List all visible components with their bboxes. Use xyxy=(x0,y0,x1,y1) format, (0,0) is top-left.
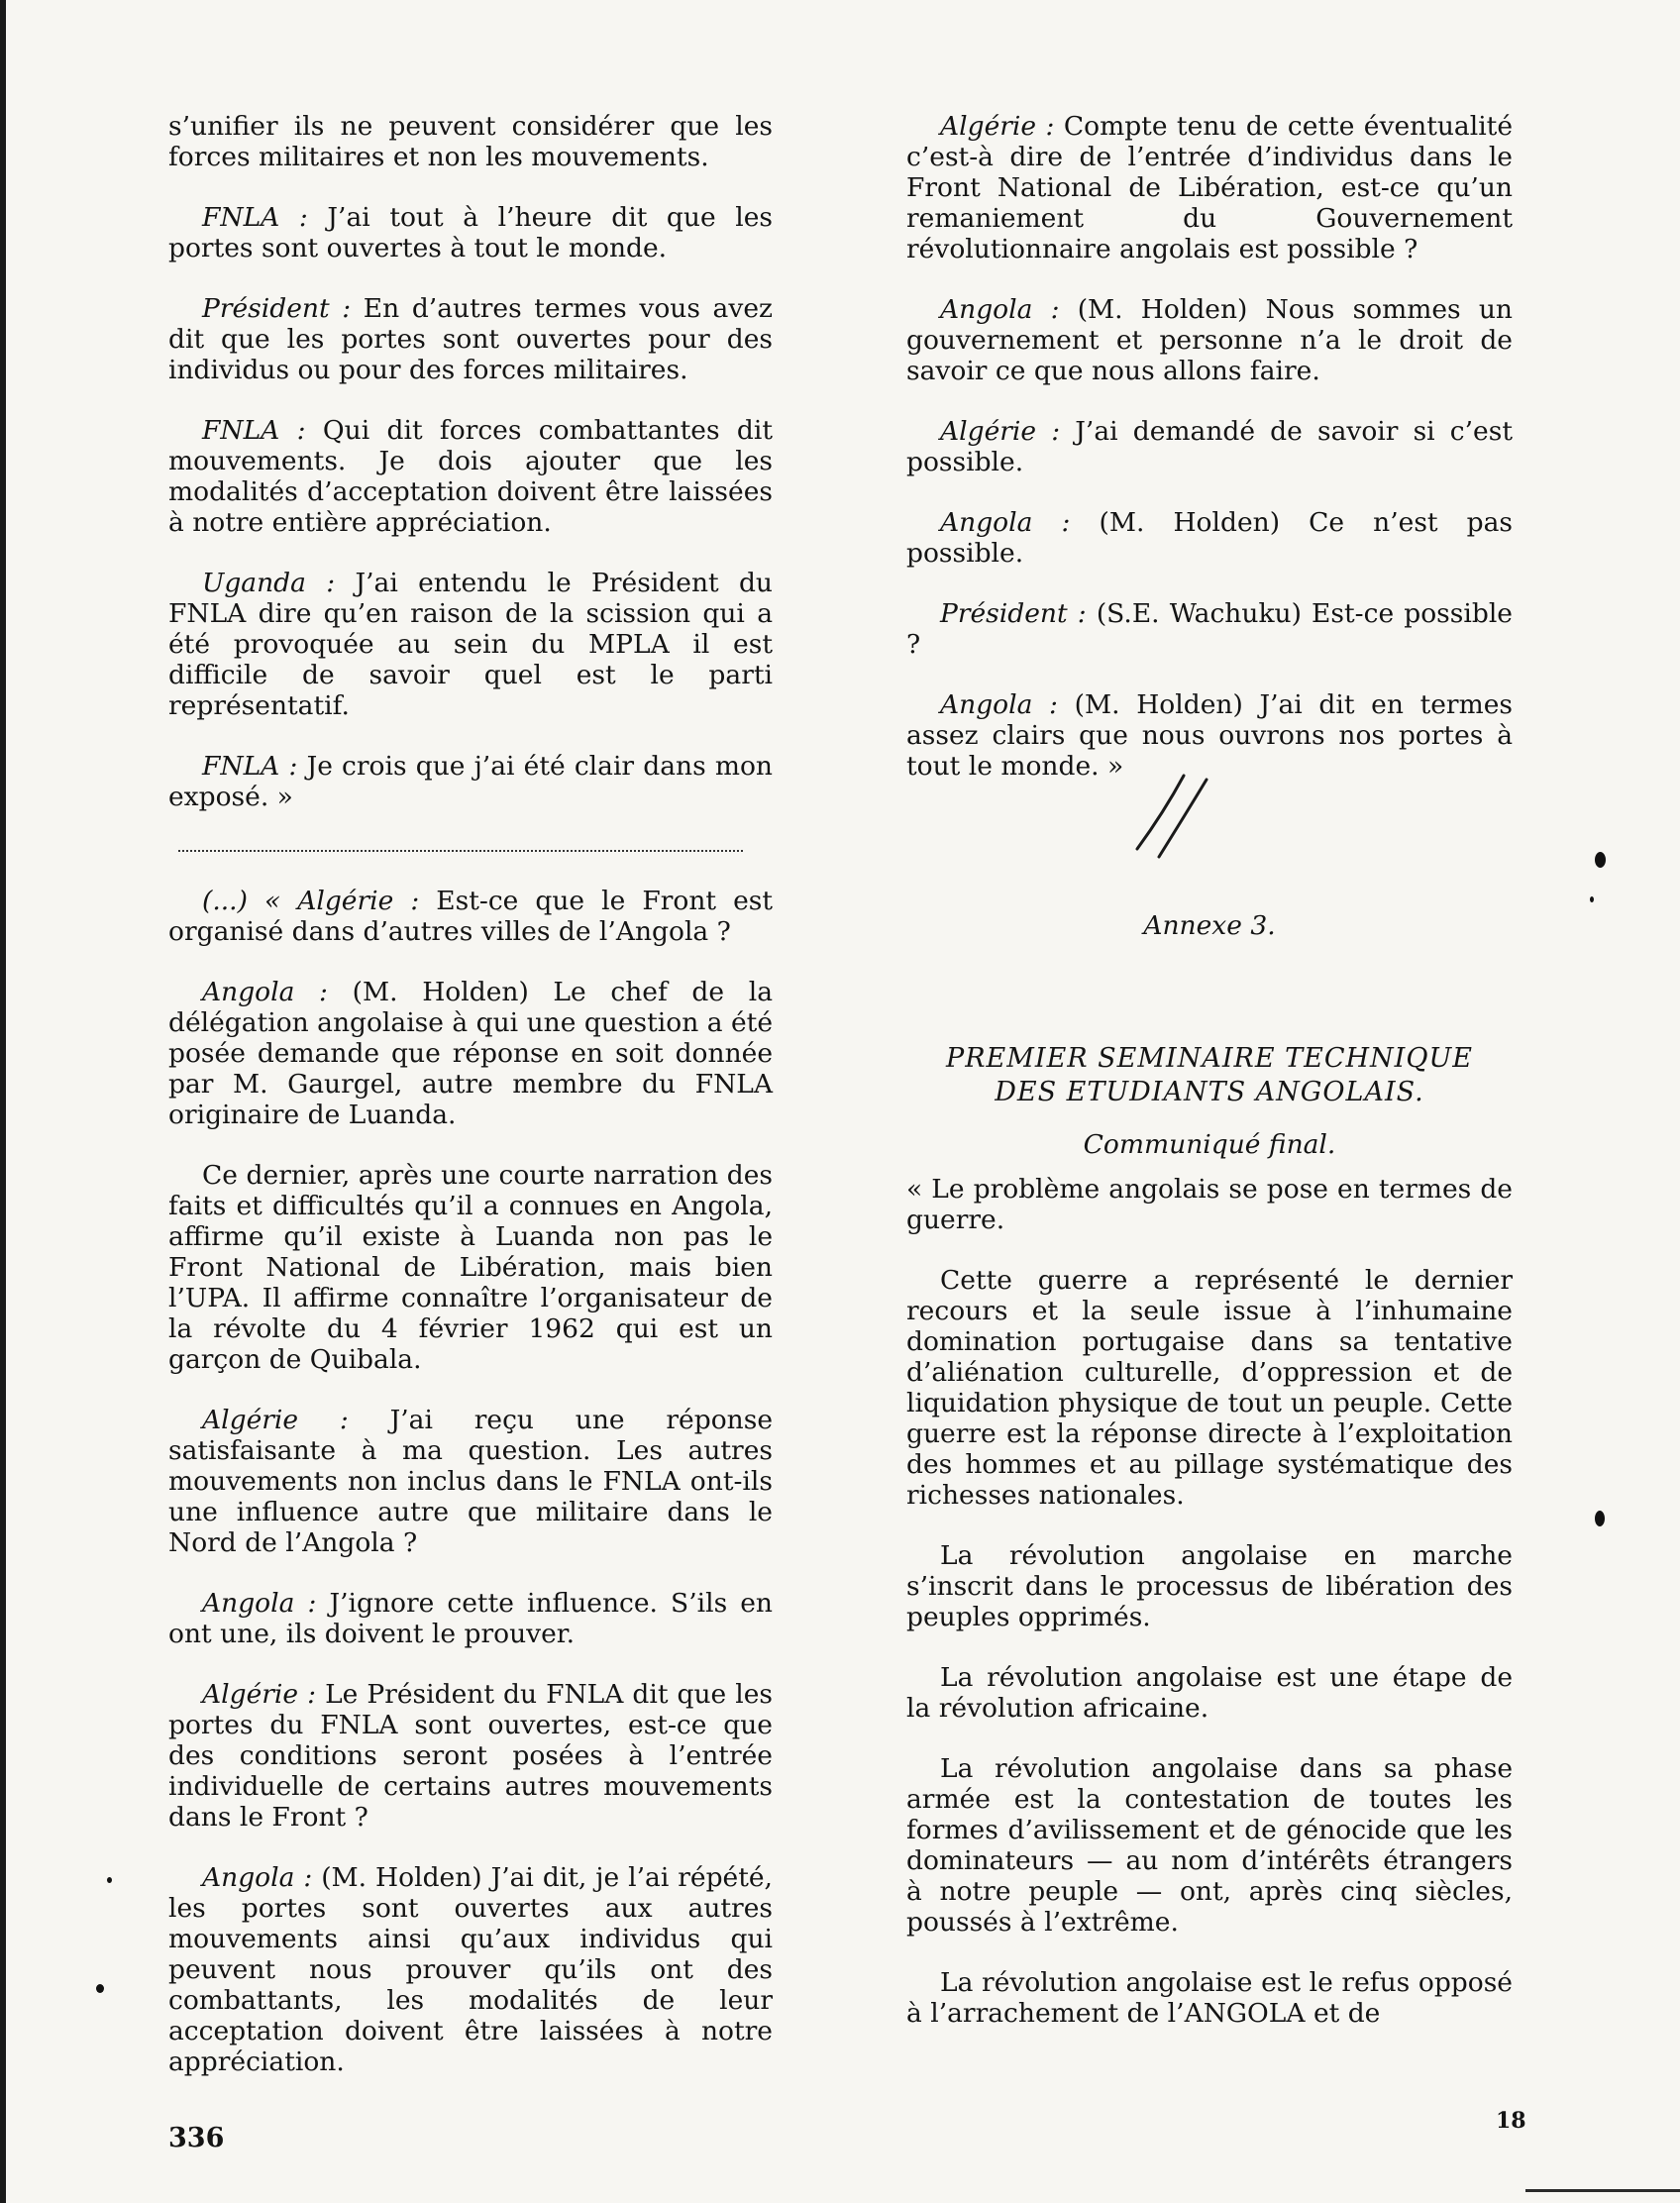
dialogue-paragraph xyxy=(906,598,1513,660)
speaker-label: Algérie : xyxy=(940,416,1061,447)
paragraph-text: La révolution angolaise est une étape de la révolution africaine. xyxy=(906,1662,1513,1724)
speaker-label: Algérie : xyxy=(940,111,1055,142)
annex-title-line-2: DES ETUDIANTS ANGOLAIS. xyxy=(995,1077,1424,1107)
paragraph-text: La révolution angolaise dans sa phase armée est la contestation de toutes les formes d’avilissement et de génocide que les dominateurs — au nom d’intérêts étrangers à notre peuple — ont, après cinq siècles, poussés à l’extrême. xyxy=(906,1753,1513,1938)
handwritten-slash-mark xyxy=(1129,768,1218,862)
dialogue-paragraph xyxy=(168,202,773,263)
speaker-label: FNLA : xyxy=(202,415,306,446)
dialogue-paragraph xyxy=(168,111,773,172)
scan-speck xyxy=(107,1877,112,1883)
speaker-label: FNLA : xyxy=(202,751,298,782)
scan-speck xyxy=(1595,852,1606,868)
paragraph-text: (M. Holden) Nous sommes un gouvernement et personne n’a le droit de savoir ce que nous allons faire. xyxy=(906,294,1513,386)
communique-paragraph xyxy=(906,1753,1513,1938)
scan-speck xyxy=(96,1984,104,1993)
communique-paragraph xyxy=(906,1174,1513,1235)
dialogue-paragraph xyxy=(168,568,773,721)
speaker-label: (...) « Algérie : xyxy=(202,886,420,916)
speaker-label: Angola : xyxy=(202,1862,313,1893)
communique-paragraph xyxy=(906,1662,1513,1724)
annex-title-line-1: PREMIER SEMINAIRE TECHNIQUE xyxy=(946,1043,1473,1074)
annex-label: Annexe 3. xyxy=(1143,910,1276,941)
paragraph-text: Ce dernier, après une courte narration des faits et difficultés qu’il a connues en Angola, affirme qu’il existe à Luanda non pas le Front National de Libération, mais bien l’UPA. Il affirme connaître l’organisateur de la révolte du 4 février 1962 qui est un garçon de Quibala. xyxy=(168,1160,773,1375)
communique-body xyxy=(906,1174,1513,2029)
paragraph-text: La révolution angolaise en marche s’inscrit dans le processus de libération des peuples opprimés. xyxy=(906,1540,1513,1632)
paragraph-text: s’unifier ils ne peuvent considérer que les forces militaires et non les mouvements. xyxy=(168,111,773,172)
page-number-right: 18 xyxy=(1496,2108,1526,2134)
speaker-label: Angola : xyxy=(202,1588,317,1619)
right-column-dialogue xyxy=(906,111,1513,782)
speaker-label: Algérie : xyxy=(202,1405,349,1435)
paragraph-text: Est-ce que le Front est organisé dans d’autres villes de l’Angola ? xyxy=(168,886,774,947)
right-column xyxy=(906,111,1513,2058)
paragraph-text: J’ignore cette influence. S’ils en ont une, ils doivent le prouver. xyxy=(168,1588,774,1649)
paragraph-text: Compte tenu de cette éventualité c’est-à dire de l’entrée d’individus dans le Front National de Libération, est-ce qu’un remaniement du Gouvernement révolutionnaire angolais est possible ? xyxy=(906,111,1514,264)
paragraph-text: « Le problème angolais se pose en termes de guerre. xyxy=(906,1174,1513,1235)
dialogue-paragraph xyxy=(168,886,773,947)
paragraph-text: (M. Holden) J’ai dit, je l’ai répété, les portes sont ouvertes aux autres mouvements ainsi qu’aux individus qui peuvent nous prouver qu’ils ont des combattants, les modalités de leur acceptation doivent être laissées à notre appréciation. xyxy=(168,1862,773,2077)
paragraph-text: (M. Holden) Ce n’est pas possible. xyxy=(906,507,1513,569)
paragraph-text: (M. Holden) J’ai dit en termes assez clairs que nous ouvrons nos portes à tout le monde. » xyxy=(906,689,1513,782)
dialogue-paragraph xyxy=(906,416,1513,477)
left-column xyxy=(168,111,773,2107)
dialogue-paragraph xyxy=(168,415,773,538)
dialogue-paragraph xyxy=(168,1588,773,1649)
dialogue-paragraph xyxy=(168,977,773,1130)
scan-speck xyxy=(1590,896,1594,902)
dialogue-paragraph xyxy=(168,1679,773,1833)
paragraph-text: La révolution angolaise est le refus opposé à l’arrachement de l’ANGOLA et de xyxy=(906,1967,1513,2029)
dialogue-paragraph xyxy=(168,1405,773,1558)
dialogue-paragraph xyxy=(168,293,773,385)
left-column-lower xyxy=(168,886,773,2077)
speaker-label: Uganda : xyxy=(202,568,336,598)
speaker-label: Angola : xyxy=(940,294,1060,325)
communique-paragraph xyxy=(906,1540,1513,1632)
paragraph-text: Le Président du FNLA dit que les portes du FNLA sont ouvertes, est-ce que des conditions seront posées à l’entrée individuelle de certains autres mouvements dans le Front ? xyxy=(168,1679,774,1833)
paragraph-text: En d’autres termes vous avez dit que les portes sont ouvertes pour des individus ou pour des forces militaires. xyxy=(168,293,773,385)
paragraph-text: Cette guerre a représenté le dernier recours et la seule issue à l’inhumaine domination portugaise dans sa tentative d’aliénation culturelle, d’oppression et de liquidation physique de tout un peuple. Cette guerre est la réponse directe à l’exploitation des hommes et au pillage systématique des richesses nationales. xyxy=(906,1265,1513,1511)
communique-paragraph xyxy=(906,1967,1513,2029)
paragraph-text: J’ai tout à l’heure dit que les portes sont ouvertes à tout le monde. xyxy=(168,202,773,263)
paragraph-text: J’ai demandé de savoir si c’est possible. xyxy=(906,416,1513,477)
scan-speck xyxy=(1595,1511,1605,1526)
left-column-upper xyxy=(168,111,773,812)
speaker-label: Angola : xyxy=(940,689,1058,720)
annex-subtitle: Communiqué final. xyxy=(1083,1129,1336,1160)
paragraph-text: (S.E. Wachuku) Est-ce possible ? xyxy=(906,598,1513,660)
page-edge-bottom xyxy=(1525,2189,1680,2192)
dialogue-paragraph xyxy=(906,507,1513,569)
page-edge xyxy=(0,0,6,2203)
dialogue-paragraph xyxy=(906,294,1513,386)
paragraph-text: J’ai reçu une réponse satisfaisante à ma question. Les autres mouvements non inclus dans le FNLA ont-ils une influence autre que militaire dans le Nord de l’Angola ? xyxy=(168,1405,773,1558)
paragraph-text: Qui dit forces combattantes dit mouvements. Je dois ajouter que les modalités d’acceptation doivent être laissées à notre entière appréciation. xyxy=(168,415,773,538)
speaker-label: Algérie : xyxy=(202,1679,317,1710)
page-number-left: 336 xyxy=(168,2123,225,2153)
paragraph-text: J’ai entendu le Président du FNLA dire qu’en raison de la scission qui a été provoquée au sein du MPLA il est difficile de savoir quel est le parti représentatif. xyxy=(168,568,773,721)
speaker-label: Président : xyxy=(940,598,1087,629)
dialogue-paragraph xyxy=(168,751,773,812)
speaker-label: Président : xyxy=(202,293,352,324)
paragraph-text: (M. Holden) Le chef de la délégation angolaise à qui une question a été posée demande que réponse en soit donnée par M. Gaurgel, autre membre du FNLA originaire de Luanda. xyxy=(168,977,773,1130)
dotted-separator xyxy=(178,842,743,852)
paragraph-text: Je crois que j’ai été clair dans mon exposé. » xyxy=(168,751,773,812)
speaker-label: FNLA : xyxy=(202,202,308,233)
communique-paragraph xyxy=(906,1265,1513,1511)
dialogue-paragraph xyxy=(906,111,1513,264)
speaker-label: Angola : xyxy=(202,977,328,1007)
dialogue-paragraph xyxy=(168,1160,773,1375)
dialogue-paragraph xyxy=(168,1862,773,2077)
speaker-label: Angola : xyxy=(940,507,1071,538)
